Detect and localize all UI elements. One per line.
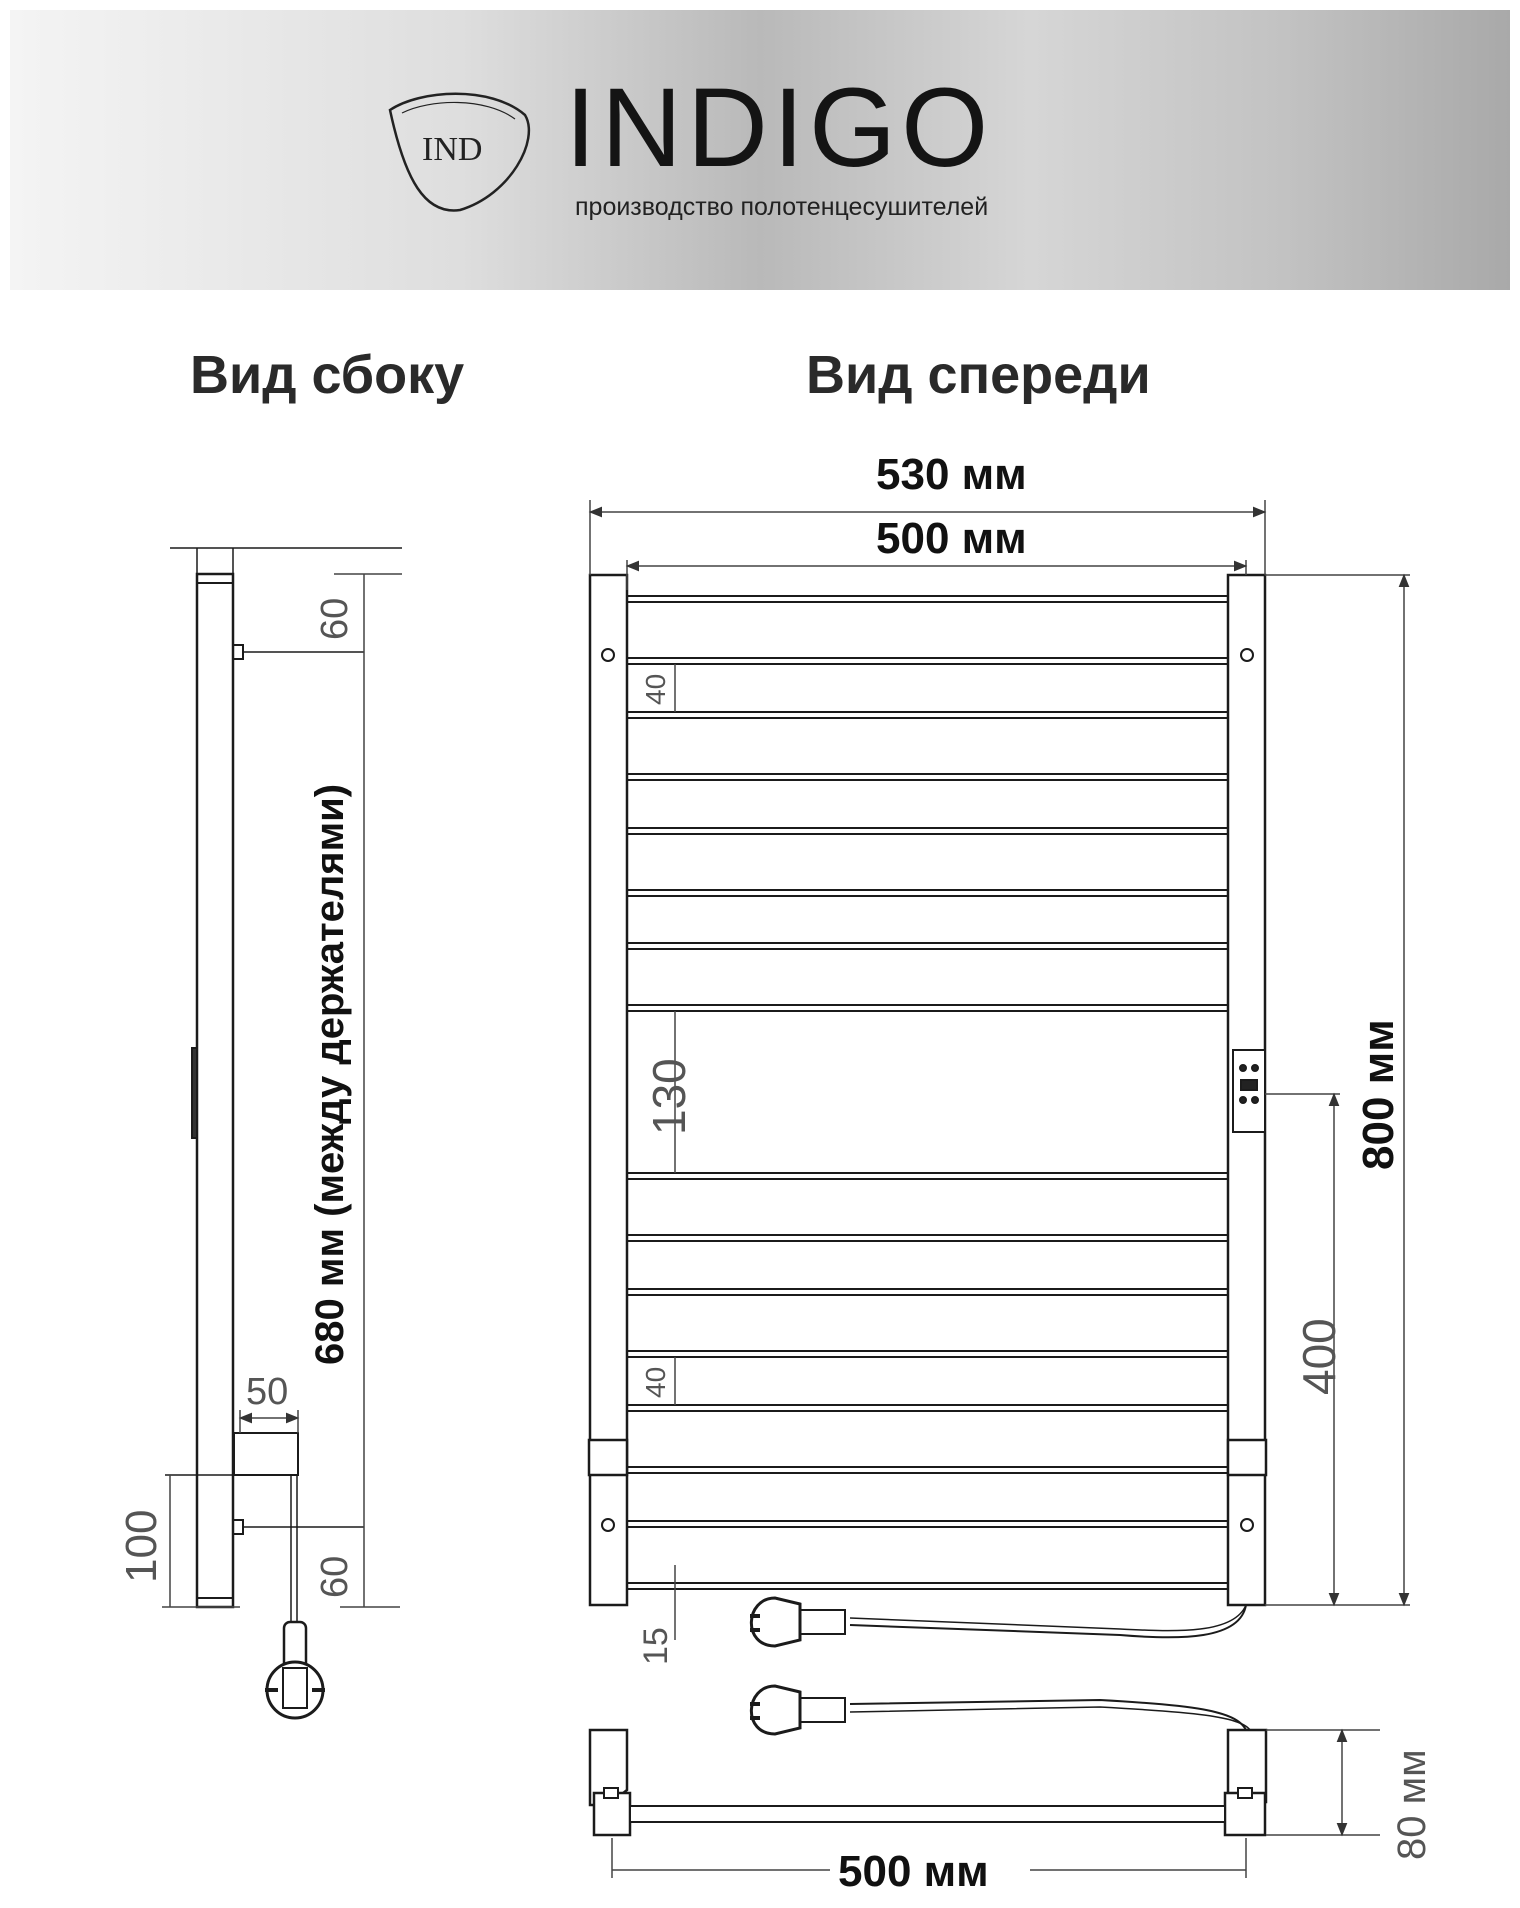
rung-gap-top-dim: 40	[640, 673, 671, 705]
height-dim: 800 мм	[1354, 1019, 1403, 1170]
front-view-title: Вид спереди	[806, 345, 1151, 405]
top-view-drawing	[590, 1686, 1266, 1835]
side-view-title: Вид сбоку	[190, 345, 465, 405]
overall-width-dim: 530 мм	[876, 450, 1027, 499]
side-top-holder-dim: 60	[314, 597, 356, 640]
logo-letters: IND	[422, 131, 483, 168]
side-view-drawing	[165, 548, 402, 1718]
holder-span-dim: 680 мм (между держателями)	[308, 783, 352, 1365]
brand-name: INDIGO	[565, 65, 994, 190]
brand-tagline: производство полотенцесушителей	[575, 193, 989, 221]
side-bottom-offset-dim: 100	[117, 1509, 166, 1583]
bottom-clearance-dim: 15	[637, 1627, 675, 1665]
side-bottom-holder-dim: 60	[314, 1555, 356, 1598]
rung-gap-bottom-dim: 40	[640, 1366, 671, 1398]
bottom-width-dim: 500 мм	[838, 1847, 989, 1896]
control-height-dim: 400	[1293, 1318, 1345, 1395]
side-bracket-depth-dim: 50	[246, 1371, 289, 1413]
front-view-dimensions	[590, 500, 1410, 1640]
middle-gap-dim: 130	[643, 1058, 695, 1135]
depth-dim: 80 мм	[1390, 1749, 1434, 1860]
axis-width-dim: 500 мм	[876, 514, 1027, 563]
